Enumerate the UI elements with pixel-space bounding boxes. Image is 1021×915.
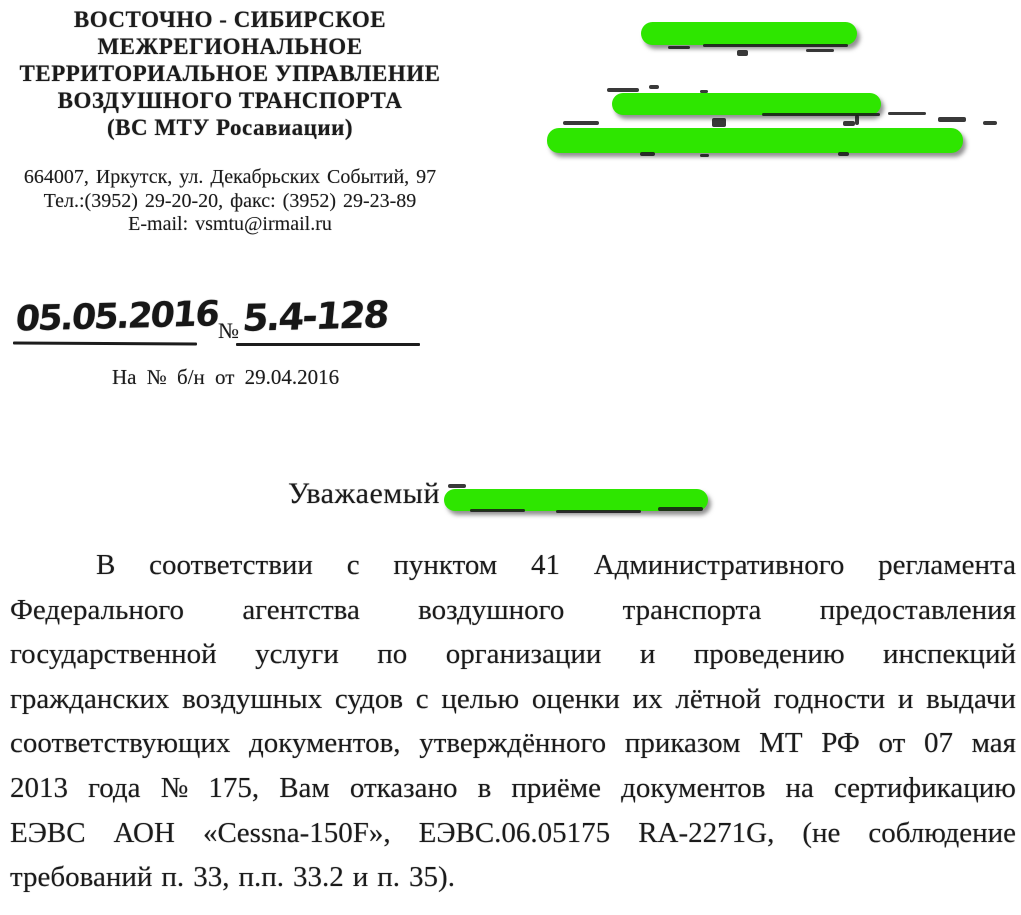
scan-artifact — [838, 152, 849, 156]
scan-artifact — [448, 484, 466, 488]
body-word: целью — [441, 682, 520, 715]
body-word: 35). — [409, 861, 455, 894]
body-word: утверждённого — [419, 727, 607, 760]
body-word: ЕЭВС.06.05175 — [418, 816, 611, 849]
scan-artifact — [649, 85, 659, 89]
scan-artifact — [700, 90, 708, 93]
scan-artifact — [700, 154, 709, 157]
body-word: В — [96, 549, 116, 581]
handwritten-date: 05.05.2016 — [13, 294, 220, 340]
body-word: воздушного — [418, 593, 565, 626]
body-word: услуги — [255, 638, 339, 671]
body-word: сертификацию — [833, 771, 1016, 804]
body-word: выдачи — [926, 682, 1016, 715]
scan-artifact — [888, 112, 926, 115]
body-word: с — [415, 682, 429, 715]
body-word: оценки — [531, 682, 620, 715]
body-word: года — [88, 771, 141, 804]
body-word: их — [632, 682, 663, 715]
body-word: воздушных — [182, 682, 323, 715]
scan-artifact — [762, 113, 880, 116]
body-word: транспорта — [622, 593, 762, 626]
body-word: Административного — [593, 549, 845, 581]
body-line — [10, 683, 1016, 728]
body-word: соблюдение — [868, 816, 1016, 849]
body-word: проведению — [693, 638, 845, 671]
scan-artifact — [556, 510, 641, 513]
body-word: 2013 — [10, 771, 68, 804]
body-word: «Cessna-150F», — [202, 816, 391, 849]
redaction-bar — [612, 93, 881, 115]
reply-reference-line: На № б/н от 29.04.2016 — [112, 365, 340, 389]
number-underline — [236, 343, 420, 346]
body-word: 175, — [208, 771, 260, 804]
date-underline — [13, 342, 197, 346]
scan-artifact — [712, 118, 726, 127]
body-line — [10, 727, 1016, 772]
org-name-line: ТЕРРИТОРИАЛЬНОЕ УПРАВЛЕНИЕ — [19, 61, 441, 86]
redaction-bar — [547, 128, 963, 153]
body-line — [10, 861, 1016, 906]
body-word: годности — [773, 682, 886, 715]
body-word: 33, — [193, 861, 230, 894]
body-word: 07 — [923, 727, 953, 760]
scan-artifact — [938, 117, 966, 122]
body-word: ЕЭВС — [10, 816, 86, 849]
body-word: соответствующих — [10, 727, 231, 760]
body-word: п. — [161, 861, 185, 894]
body-word: приказом — [624, 727, 741, 760]
body-word: и — [639, 638, 656, 671]
org-name — [4, 6, 456, 141]
scan-artifact — [658, 507, 703, 511]
body-word: по — [377, 638, 408, 671]
body-word: № — [160, 771, 189, 804]
letterhead-contacts — [4, 166, 456, 237]
body-paragraph — [10, 549, 1016, 906]
body-line — [10, 549, 1016, 594]
body-word: отказано — [349, 771, 458, 804]
scan-artifact — [607, 88, 639, 92]
letterhead — [4, 6, 456, 237]
body-word: лётной — [675, 682, 761, 715]
org-name-line: ВОСТОЧНО - СИБИРСКОЕ — [73, 7, 387, 32]
body-line — [10, 594, 1016, 639]
body-word: предоставления — [819, 593, 1016, 626]
body-word: в — [477, 771, 492, 804]
scan-artifact — [703, 44, 848, 47]
body-word: судов — [334, 682, 404, 715]
body-word: 41 — [530, 549, 560, 581]
body-line — [10, 638, 1016, 683]
body-word: Вам — [279, 771, 330, 804]
scan-artifact — [983, 121, 997, 125]
scan-artifact — [737, 50, 748, 56]
body-word: приёме — [511, 771, 602, 804]
salutation: Уважаемый — [288, 477, 440, 510]
phone-fax-line: Тел.:(3952) 29-20-20, факс: (3952) 29-23-89 — [43, 189, 417, 212]
body-word: регламента — [878, 549, 1016, 581]
body-word: RA-2271G, — [638, 816, 775, 849]
redaction-bar — [641, 22, 857, 45]
body-word: 33.2 — [292, 861, 344, 894]
body-word: требований — [10, 861, 153, 894]
org-name-line: ВОЗДУШНОГО ТРАНСПОРТА — [57, 88, 403, 113]
scan-artifact — [806, 49, 834, 52]
org-abbreviation: (ВС МТУ Росавиации) — [106, 115, 354, 140]
org-name-line: МЕЖРЕГИОНАЛЬНОЕ — [97, 34, 363, 59]
number-sign-label: № — [218, 318, 239, 343]
body-word: организации — [445, 638, 602, 671]
scan-artifact — [855, 115, 859, 125]
handwritten-number: 5.4-128 — [240, 293, 390, 340]
email-line: E-mail: vsmtu@irmail.ru — [128, 213, 332, 235]
body-word: АОН — [113, 816, 175, 849]
scan-artifact — [470, 509, 525, 512]
body-word: пунктом — [393, 549, 498, 581]
body-word: п. — [377, 861, 401, 894]
postal-address: 664007, Иркутск, ул. Декабрьских Событий, 97 — [23, 166, 437, 188]
scan-artifact — [640, 152, 655, 156]
body-word: соответствии — [149, 549, 313, 581]
body-word: РФ — [821, 727, 860, 760]
body-word: и — [352, 861, 369, 894]
body-line — [10, 772, 1016, 817]
body-word: Федерального — [10, 593, 185, 626]
scan-artifact — [668, 46, 690, 49]
body-word: агентства — [242, 593, 360, 626]
body-word: и — [897, 682, 914, 715]
body-line — [10, 817, 1016, 862]
body-word: от — [878, 727, 906, 760]
body-word: документов — [621, 771, 766, 804]
body-word: с — [346, 549, 360, 581]
body-word: п.п. — [238, 861, 284, 894]
body-word: МТ — [759, 727, 803, 760]
scan-artifact — [843, 121, 855, 126]
body-word: документов, — [249, 727, 401, 760]
body-word: инспекций — [883, 638, 1016, 671]
scan-artifact — [563, 121, 599, 125]
body-word: гражданских — [10, 682, 170, 715]
body-word: (не — [802, 816, 841, 849]
body-word: государственной — [10, 638, 217, 671]
body-word: мая — [971, 727, 1016, 760]
body-word: на — [785, 771, 814, 804]
